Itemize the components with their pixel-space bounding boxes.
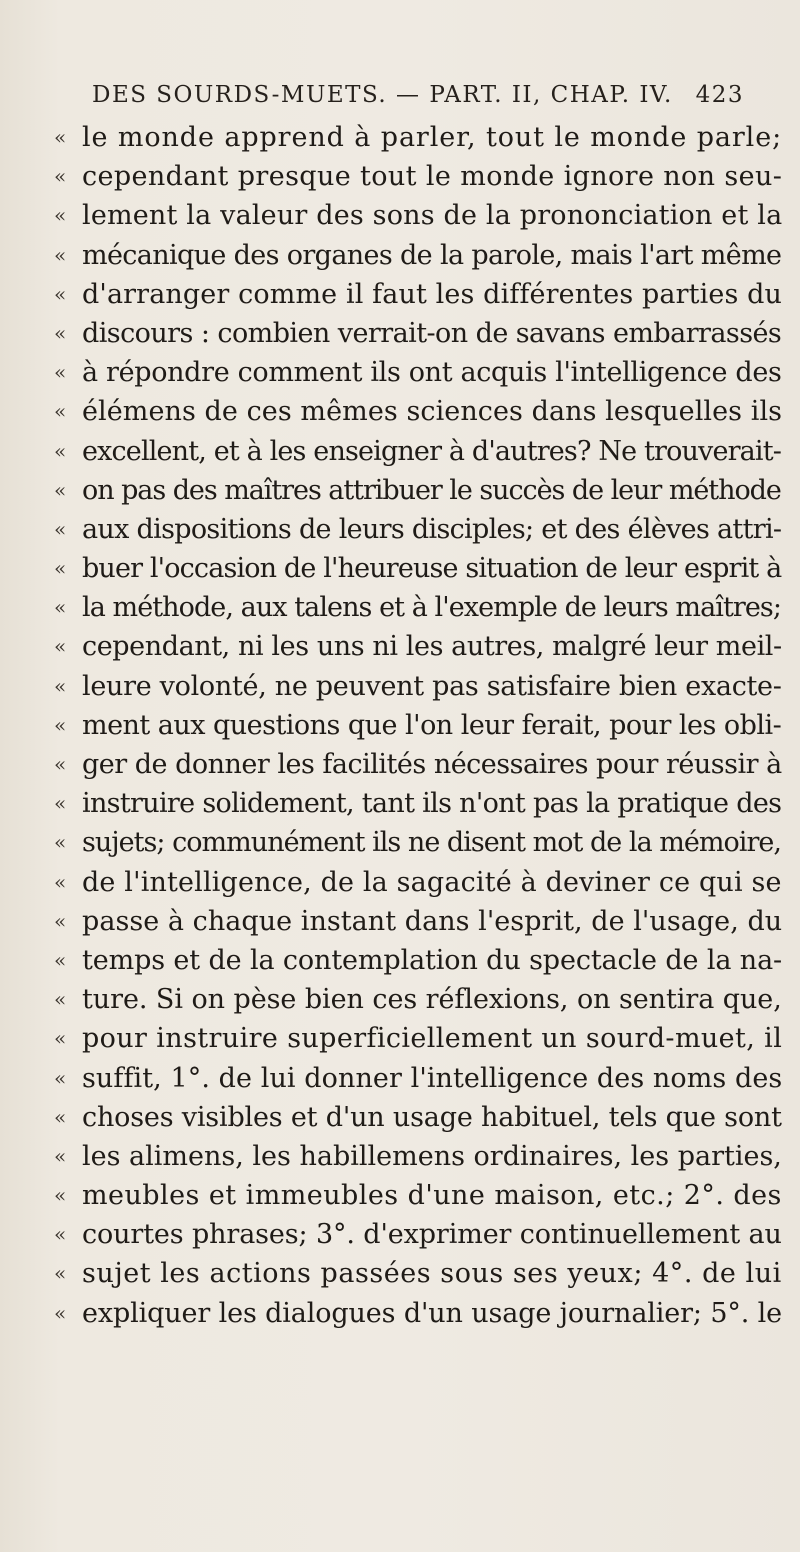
line-text: les alimens, les habillemens ordinaires, les parties,: [82, 1140, 782, 1172]
text-line: [0, 670, 800, 709]
quotation-mark: «: [54, 1261, 67, 1286]
quotation-mark: «: [54, 281, 67, 306]
text-line: [0, 983, 800, 1022]
line-text: lement la valeur des sons de la prononciation et la: [82, 200, 783, 232]
text-line: [0, 121, 800, 160]
text-line: [0, 317, 800, 356]
text-line: [0, 591, 800, 630]
text-line: [0, 160, 800, 199]
quotation-mark: «: [54, 516, 67, 541]
text-line: [0, 1140, 800, 1179]
page-number: 423: [695, 82, 745, 108]
line-text: d'arranger comme il faut les différentes parties du: [82, 278, 783, 310]
text-line: [0, 826, 800, 865]
quotation-mark: «: [54, 320, 67, 345]
text-line: [0, 435, 800, 474]
text-line: [0, 787, 800, 826]
text-line: [0, 866, 800, 905]
text-line: [0, 709, 800, 748]
quotation-mark: «: [54, 791, 67, 816]
line-text: passe à chaque instant dans l'esprit, de l'usage, du: [82, 905, 783, 937]
line-text: temps et de la contemplation du spectacle de la na-: [82, 944, 783, 976]
quotation-mark: «: [54, 438, 67, 463]
line-text: élémens de ces mêmes sciences dans lesquelles ils: [82, 396, 783, 428]
line-text: leure volonté, ne peuvent pas satisfaire bien exacte-: [82, 670, 782, 702]
line-text: discours : combien verrait-on de savans embarrassés: [82, 317, 782, 349]
text-line: [0, 395, 800, 434]
quotation-mark: «: [54, 477, 67, 502]
line-text: mécanique des organes de la parole, mais l'art même: [82, 239, 782, 271]
quotation-mark: «: [54, 556, 67, 581]
quotation-mark: «: [54, 1222, 67, 1247]
line-text: ger de donner les facilités nécessaires pour réussir à: [82, 749, 782, 780]
text-line: [0, 278, 800, 317]
quotation-mark: «: [54, 203, 67, 228]
line-text: on pas des maîtres attribuer le succès de leur méthode: [82, 474, 781, 506]
quotation-mark: «: [54, 164, 67, 189]
line-text: aux dispositions de leurs disciples; et des élèves attri-: [82, 513, 782, 545]
text-line: [0, 1022, 800, 1061]
text-line: [0, 513, 800, 552]
quotation-mark: «: [54, 869, 67, 894]
line-text: ture. Si on pèse bien ces réflexions, on sentira que,: [82, 984, 782, 1016]
quotation-mark: «: [54, 673, 67, 698]
line-text: de l'intelligence, de la sagacité à deviner ce qui se: [82, 866, 782, 898]
text-line: [0, 1218, 800, 1257]
quotation-mark: «: [54, 1300, 67, 1325]
text-line: [0, 552, 800, 591]
quotation-mark: «: [54, 360, 67, 385]
quotation-mark: «: [54, 242, 67, 267]
line-text: suffit, 1°. de lui donner l'intelligence des noms des: [82, 1062, 783, 1094]
line-text: cependant presque tout le monde ignore non seu-: [82, 161, 783, 193]
quotation-mark: «: [54, 1143, 67, 1168]
running-header: [92, 82, 782, 108]
quotation-mark: «: [54, 987, 67, 1012]
line-text: meubles et immeubles d'une maison, etc.; 2°. des: [82, 1180, 782, 1212]
body-text: [0, 121, 800, 1336]
text-line: [0, 944, 800, 983]
quotation-mark: «: [54, 595, 67, 620]
line-text: sujet les actions passées sous ses yeux; 4°. de lui: [82, 1258, 782, 1290]
quotation-mark: «: [54, 1026, 67, 1051]
line-text: pour instruire superficiellement un sourd-muet, il: [82, 1023, 783, 1055]
quotation-mark: «: [54, 830, 67, 855]
text-line: [0, 630, 800, 669]
quotation-mark: «: [54, 947, 67, 972]
quotation-mark: «: [54, 634, 67, 659]
line-text: courtes phrases; 3°. d'exprimer continuellement au: [82, 1219, 782, 1251]
line-text: la méthode, aux talens et à l'exemple de leurs maîtres;: [82, 592, 781, 624]
line-text: choses visibles et d'un usage habituel, tels que sont: [82, 1101, 782, 1133]
text-line: [0, 1297, 800, 1336]
quotation-mark: «: [54, 1104, 67, 1129]
text-line: [0, 1257, 800, 1296]
quotation-mark: «: [54, 1065, 67, 1090]
line-text: excellent, et à les enseigner à d'autres? Ne trouverait-: [82, 435, 781, 467]
line-text: buer l'occasion de l'heureuse situation de leur esprit à: [82, 553, 782, 585]
text-line: [0, 905, 800, 944]
text-line: [0, 1179, 800, 1218]
quotation-mark: «: [54, 399, 67, 424]
quotation-mark: «: [54, 752, 67, 776]
text-line: [0, 356, 800, 395]
text-line: [0, 239, 800, 278]
quotation-mark: «: [54, 1183, 67, 1208]
line-text: ment aux questions que l'on leur ferait, pour les obli-: [82, 709, 782, 741]
text-line: [0, 1101, 800, 1140]
text-line: [0, 199, 800, 238]
line-text: le monde apprend à parler, tout le monde parle;: [82, 122, 783, 153]
line-text: instruire solidement, tant ils n'ont pas la pratique des: [82, 788, 782, 820]
line-text: à répondre comment ils ont acquis l'intelligence des: [82, 357, 782, 389]
quotation-mark: «: [54, 908, 67, 933]
quotation-mark: «: [54, 712, 67, 737]
text-line: [0, 748, 800, 787]
quotation-mark: «: [54, 125, 67, 149]
line-text: sujets; communément ils ne disent mot de la mémoire,: [82, 827, 781, 859]
line-text: cependant, ni les uns ni les autres, malgré leur meil-: [82, 631, 782, 663]
running-title: DES SOURDS-MUETS. — PART. II, CHAP. IV.: [92, 82, 673, 108]
text-line: [0, 474, 800, 513]
text-line: [0, 1062, 800, 1101]
line-text: expliquer les dialogues d'un usage journalier; 5°. le: [82, 1297, 783, 1329]
